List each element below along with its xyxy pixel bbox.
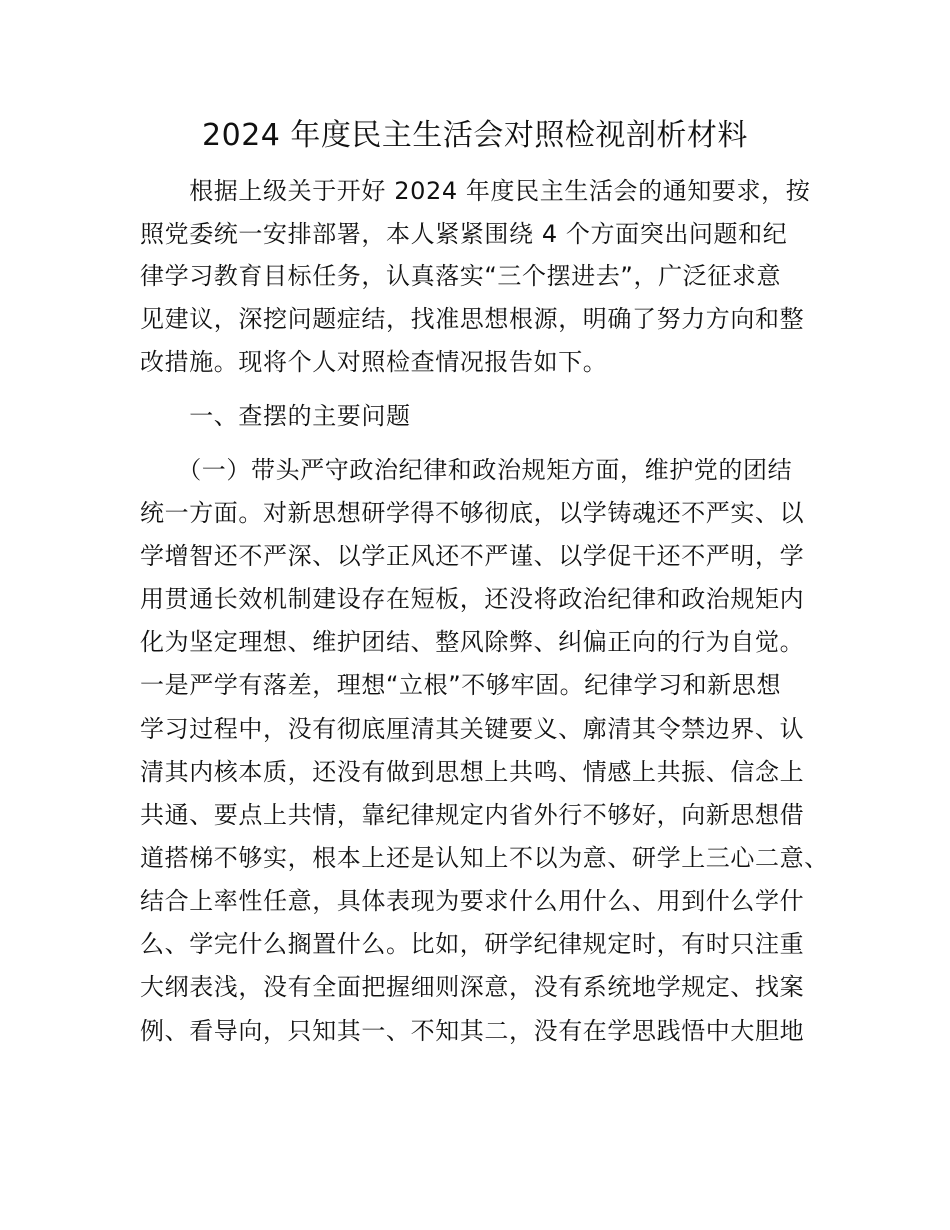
paragraph-line: （一）带头严守政治纪律和政治规矩方面，维护党的团结	[140, 456, 793, 484]
paragraph-line: 结合上率性任意，具体表现为要求什么用什么、用到什么学什	[140, 887, 805, 915]
paragraph-line: 改措施。现将个人对照检查情况报告如下。	[140, 348, 608, 376]
paragraph-line: 道搭梯不够实，根本上还是认知上不以为意、研学上三心二意、	[140, 844, 829, 872]
document-title: 2024 年度民主生活会对照检视剖析材料	[202, 118, 748, 153]
paragraph-line: 大纲表浅，没有全面把握细则深意，没有系统地学规定、找案	[140, 973, 805, 1001]
paragraph-line: 清其内核本质，还没有做到思想上共鸣、情感上共振、信念上	[140, 758, 805, 786]
paragraph-line: 学习过程中，没有彻底厘清其关键要义、廓清其令禁边界、认	[140, 715, 805, 743]
paragraph-line: 么、学完什么搁置什么。比如，研学纪律规定时，有时只注重	[140, 930, 805, 958]
paragraph-line: 律学习教育目标任务，认真落实“三个摆进去”，广泛征求意	[140, 262, 782, 290]
paragraph-line: 见建议，深挖问题症结，找准思想根源，明确了努力方向和整	[140, 305, 805, 333]
paragraph-line: 根据上级关于开好 2024 年度民主生活会的通知要求，按	[140, 177, 811, 205]
paragraph-line: 化为坚定理想、维护团结、整风除弊、纠偏正向的行为自觉。	[140, 628, 805, 656]
section-heading: 一、查摆的主要问题	[140, 402, 411, 430]
paragraph-line: 例、看导向，只知其一、不知其二，没有在学思践悟中大胆地	[140, 1017, 805, 1045]
paragraph-line: 学增智还不严深、以学正风还不严谨、以学促干还不严明，学	[140, 542, 805, 570]
paragraph-line: 统一方面。对新思想研学得不够彻底，以学铸魂还不严实、以	[140, 499, 805, 527]
paragraph-line: 用贯通长效机制建设存在短板，还没将政治纪律和政治规矩内	[140, 585, 805, 613]
paragraph-line: 一是严学有落差，理想“立根”不够牢固。纪律学习和新思想	[140, 671, 782, 699]
paragraph-line: 照党委统一安排部署，本人紧紧围绕 4 个方面突出问题和纪	[140, 220, 788, 248]
paragraph-line: 共通、要点上共情，靠纪律规定内省外行不够好，向新思想借	[140, 801, 805, 829]
